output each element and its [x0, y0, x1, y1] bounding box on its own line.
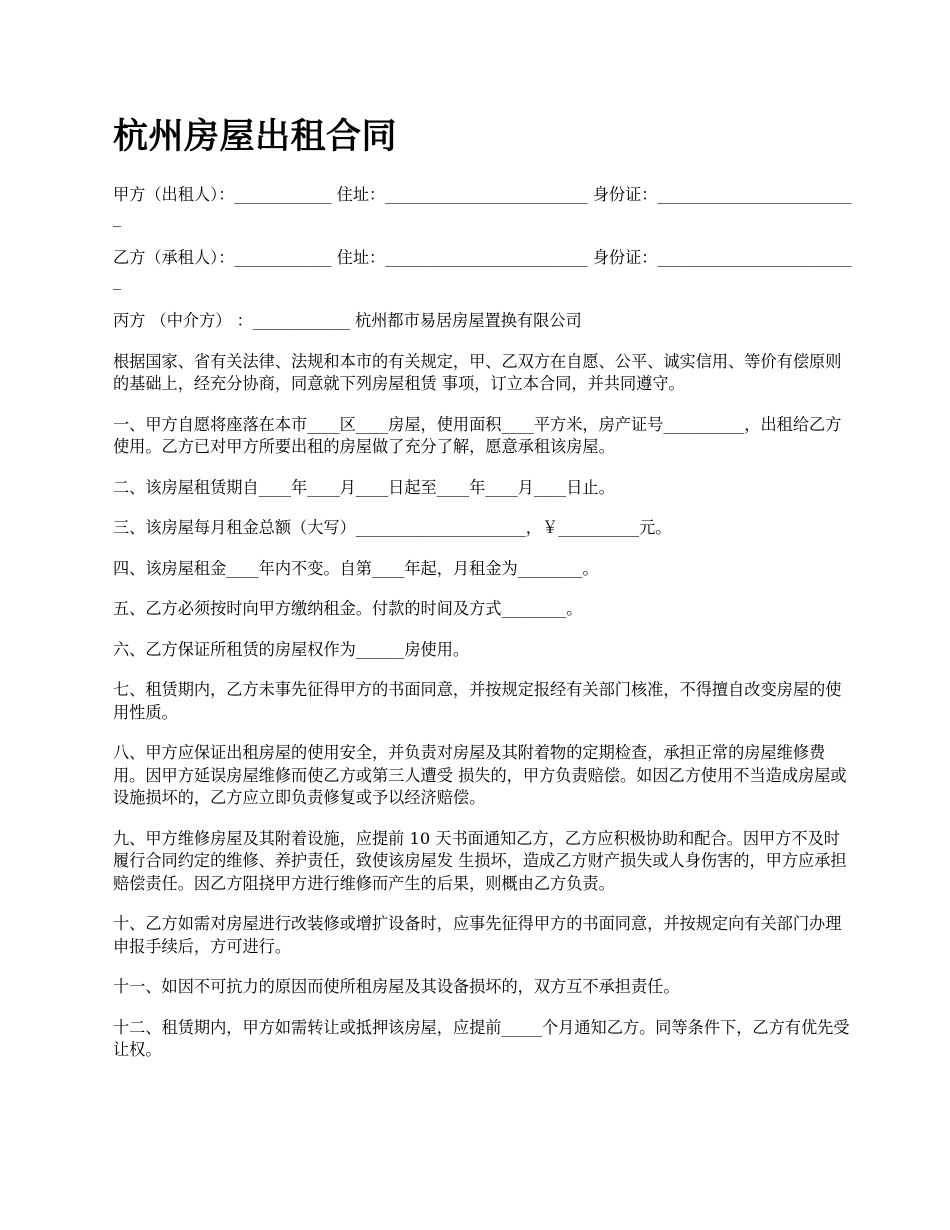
clause-7: 七、租赁期内，乙方未事先征得甲方的书面同意，并按规定报经有关部门核准，不得擅自改变房屋的使用性质。	[113, 680, 842, 722]
clause-5: 五、乙方必须按时向甲方缴纳租金。付款的时间及方式________。	[113, 599, 583, 618]
party-c-line: 丙方 （中介方） ：____________ 杭州都市易居房屋置换有限公司	[113, 311, 582, 330]
clause-3: 三、该房屋每月租金总额（大写）_____________________，￥__________元。	[113, 518, 672, 537]
clause-2: 二、该房屋租赁期自____年____月____日起至____年____月____日止。	[113, 477, 615, 497]
clause-6: 六、乙方保证所租赁的房屋权作为______房使用。	[113, 639, 470, 659]
clause-9: 九、甲方维修房屋及其附着设施，应提前 10 天书面通知乙方，乙方应积极协助和配合。因甲方不及时履行合同约定的维修、养护责任，致使该房屋发 生损坏，造成乙方财产损失或人身伤害的，甲方应承担赔偿责任。因乙方阻挠甲方进行维修而产生的后果，则概由乙方负责。	[113, 828, 847, 893]
party-a-line: 甲方（出租人）：____________ 住址：_________________________ 身份证：_________________________	[113, 185, 852, 227]
clause-1: 一、甲方自愿将座落在本市____区____房屋，使用面积____平方米，房产证号__________，出租给乙方使用。乙方已对甲方所要出租的房屋做了充分了解，愿意承租该房屋。	[113, 414, 842, 456]
clause-4: 四、该房屋租金____年内不变。自第____年起，月租金为________。	[113, 558, 599, 578]
document-title: 杭州房屋出租合同	[113, 117, 398, 157]
clause-11: 十一、如因不可抗力的原因而使所租房屋及其设备损坏的，双方互不承担责任。	[113, 977, 680, 996]
clause-8: 八、甲方应保证出租房屋的使用安全，并负责对房屋及其附着物的定期检查，承担正常的房屋维修费用。因甲方延误房屋维修而使乙方或第三人遭受 损失的，甲方负责赔偿。如因乙方使用不当造成房屋或设施损坏的，乙方应立即负责修复或予以经济赔偿。	[113, 743, 847, 807]
clause-10: 十、乙方如需对房屋进行改装修或增扩设备时，应事先征得甲方的书面同意，并按规定向有关部门办理申报手续后，方可进行。	[113, 914, 842, 956]
clause-12: 十二、租赁期内，甲方如需转让或抵押该房屋，应提前_____个月通知乙方。同等条件下，乙方有优先受让权。	[113, 1017, 850, 1059]
preamble-paragraph: 根据国家、省有关法律、法规和本市的有关规定，甲、乙双方在自愿、公平、诚实信用、等价有偿原则的基础上，经充分协商，同意就下列房屋租赁 事项，订立本合同，并共同遵守。	[113, 351, 842, 393]
party-b-line: 乙方（承租人）：____________ 住址：_________________________ 身份证：_________________________	[113, 248, 852, 290]
contract-page	[113, 112, 853, 1080]
